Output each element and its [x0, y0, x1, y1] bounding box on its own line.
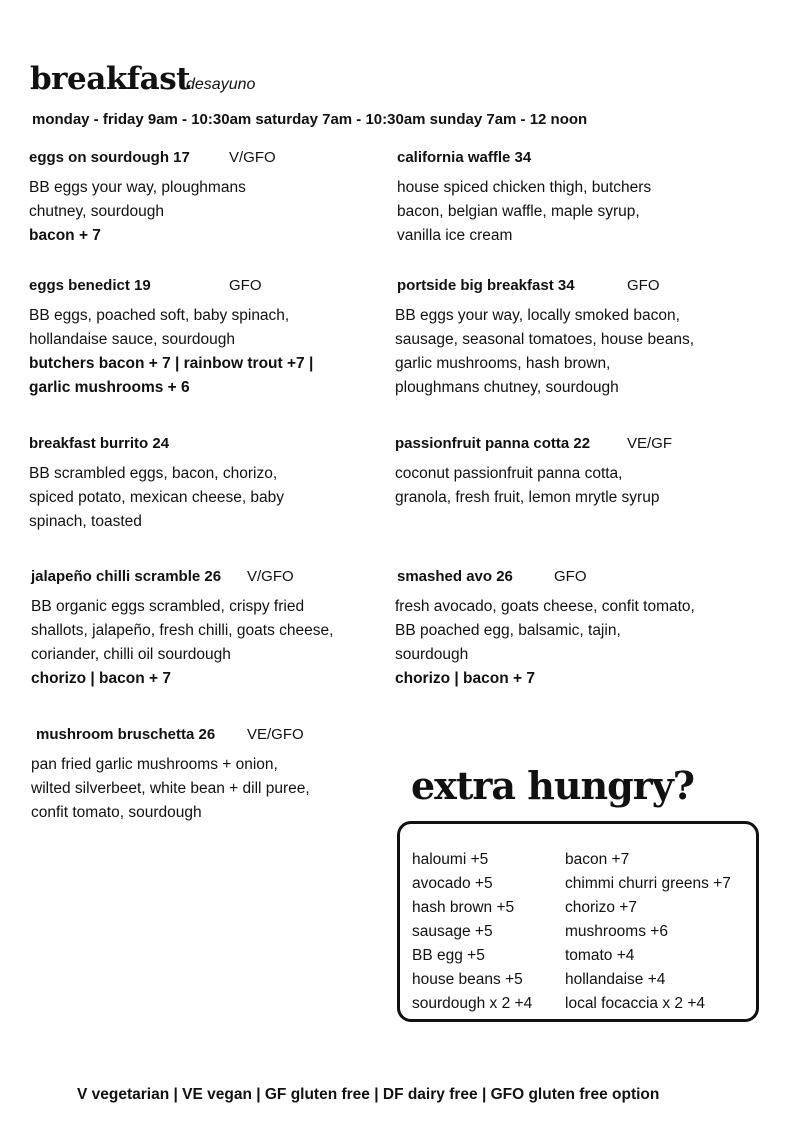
description-line: shallots, jalapeño, fresh chilli, goats cheese, [31, 622, 334, 639]
description-line: coriander, chilli oil sourdough [31, 646, 231, 663]
extra-option: hash brown +5 [412, 899, 515, 916]
description-line: BB eggs your way, locally smoked bacon, [395, 307, 680, 324]
menu-item-extras: garlic mushrooms + 6 [29, 379, 190, 396]
menu-item-description [395, 595, 695, 691]
description-line: garlic mushrooms, hash brown, [395, 355, 611, 372]
menu-item-heading [395, 435, 673, 452]
description-line: BB organic eggs scrambled, crispy fried [31, 598, 305, 615]
description-line: wilted silverbeet, white bean + dill puree, [31, 780, 310, 797]
menu-item-extras: chorizo | bacon + 7 [395, 670, 535, 687]
extra-option: BB egg +5 [412, 947, 485, 964]
extras-left-column [412, 848, 532, 1016]
description-line: granola, fresh fruit, lemon mrytle syrup [395, 489, 660, 506]
description-line: vanilla ice cream [397, 227, 513, 244]
menu-item-diet: V/GFO [247, 568, 294, 585]
menu-item-diet: VE/GFO [247, 726, 304, 743]
extra-option: mushrooms +6 [565, 923, 668, 940]
extras-box [397, 821, 759, 1022]
menu-item-heading [397, 568, 587, 585]
description-line: spiced potato, mexican cheese, baby [29, 489, 285, 506]
menu-item-name: breakfast burrito 24 [29, 435, 170, 452]
description-line: fresh avocado, goats cheese, confit tomato, [395, 598, 695, 615]
menu-item-diet: GFO [229, 277, 262, 294]
extra-option: bacon +7 [565, 851, 630, 868]
extra-option: tomato +4 [565, 947, 635, 964]
description-line: pan fried garlic mushrooms + onion, [31, 756, 278, 773]
description-line: BB eggs your way, ploughmans [29, 179, 246, 196]
menu-item-heading [29, 436, 169, 451]
extra-option: chimmi churri greens +7 [565, 875, 731, 892]
menu-item-name: passionfruit panna cotta 22 [395, 435, 591, 452]
menu-item-heading [31, 568, 294, 585]
extra-option: sourdough x 2 +4 [412, 995, 533, 1012]
description-line: chutney, sourdough [29, 203, 165, 220]
dietary-legend: V vegetarian | VE vegan | GF gluten free | DF dairy free | GFO gluten free option [77, 1086, 660, 1103]
menu-item-name: eggs benedict 19 [29, 277, 151, 294]
menu-title: breakfast [30, 61, 190, 97]
opening-hours: monday - friday 9am - 10:30am saturday 7am - 10:30am sunday 7am - 12 noon [32, 111, 588, 128]
menu-item-name: mushroom bruschetta 26 [36, 726, 216, 743]
description-line: ploughmans chutney, sourdough [395, 379, 619, 396]
description-line: BB eggs, poached soft, baby spinach, [29, 307, 290, 324]
menu-item-description [29, 462, 284, 534]
description-line: house spiced chicken thigh, butchers [397, 179, 652, 196]
menu-item-name: jalapeño chilli scramble 26 [31, 568, 222, 585]
menu-item-name: eggs on sourdough 17 [29, 149, 190, 166]
menu-item-description [397, 176, 651, 248]
extra-option: haloumi +5 [412, 851, 489, 868]
menu-item-name: smashed avo 26 [397, 568, 513, 585]
menu-item-heading [397, 150, 531, 165]
menu-item-description [395, 462, 659, 510]
menu-item-description [31, 595, 333, 691]
extras-right-column [565, 848, 731, 1016]
menu-item-description [29, 176, 246, 248]
menu-item-heading [29, 149, 276, 166]
description-line: confit tomato, sourdough [31, 804, 202, 821]
description-line: BB scrambled eggs, bacon, chorizo, [29, 465, 278, 482]
extra-option: house beans +5 [412, 971, 523, 988]
menu-item-description [395, 304, 694, 400]
extra-option: local focaccia x 2 +4 [565, 995, 706, 1012]
description-line: coconut passionfruit panna cotta, [395, 465, 623, 482]
menu-item-description [29, 304, 313, 400]
menu-item-diet: GFO [627, 277, 660, 294]
description-line: sausage, seasonal tomatoes, house beans, [395, 331, 695, 348]
menu-subtitle: desayuno [186, 76, 256, 93]
extra-option: avocado +5 [412, 875, 493, 892]
extra-option: hollandaise +4 [565, 971, 666, 988]
description-line: BB poached egg, balsamic, tajin, [395, 622, 621, 639]
menu-item-diet: GFO [554, 568, 587, 585]
menu-item-name: portside big breakfast 34 [397, 277, 575, 294]
extra-option: sausage +5 [412, 923, 493, 940]
menu-item-diet: VE/GF [627, 435, 673, 452]
extra-option: chorizo +7 [565, 899, 637, 916]
menu-item-extras: chorizo | bacon + 7 [31, 670, 171, 687]
menu-item-extras: bacon + 7 [29, 227, 101, 244]
menu-item-description [31, 753, 310, 825]
menu-item-heading [397, 277, 660, 294]
description-line: sourdough [395, 646, 469, 663]
menu-item-heading [36, 726, 304, 743]
menu-item-diet: V/GFO [229, 149, 276, 166]
extra-hungry-title: extra hungry? [411, 763, 695, 808]
description-line: spinach, toasted [29, 513, 142, 530]
menu-item-extras: butchers bacon + 7 | rainbow trout +7 | [29, 355, 314, 372]
menu-item-heading [29, 277, 262, 294]
description-line: bacon, belgian waffle, maple syrup, [397, 203, 640, 220]
description-line: hollandaise sauce, sourdough [29, 331, 235, 348]
menu-item-name: california waffle 34 [397, 149, 532, 166]
